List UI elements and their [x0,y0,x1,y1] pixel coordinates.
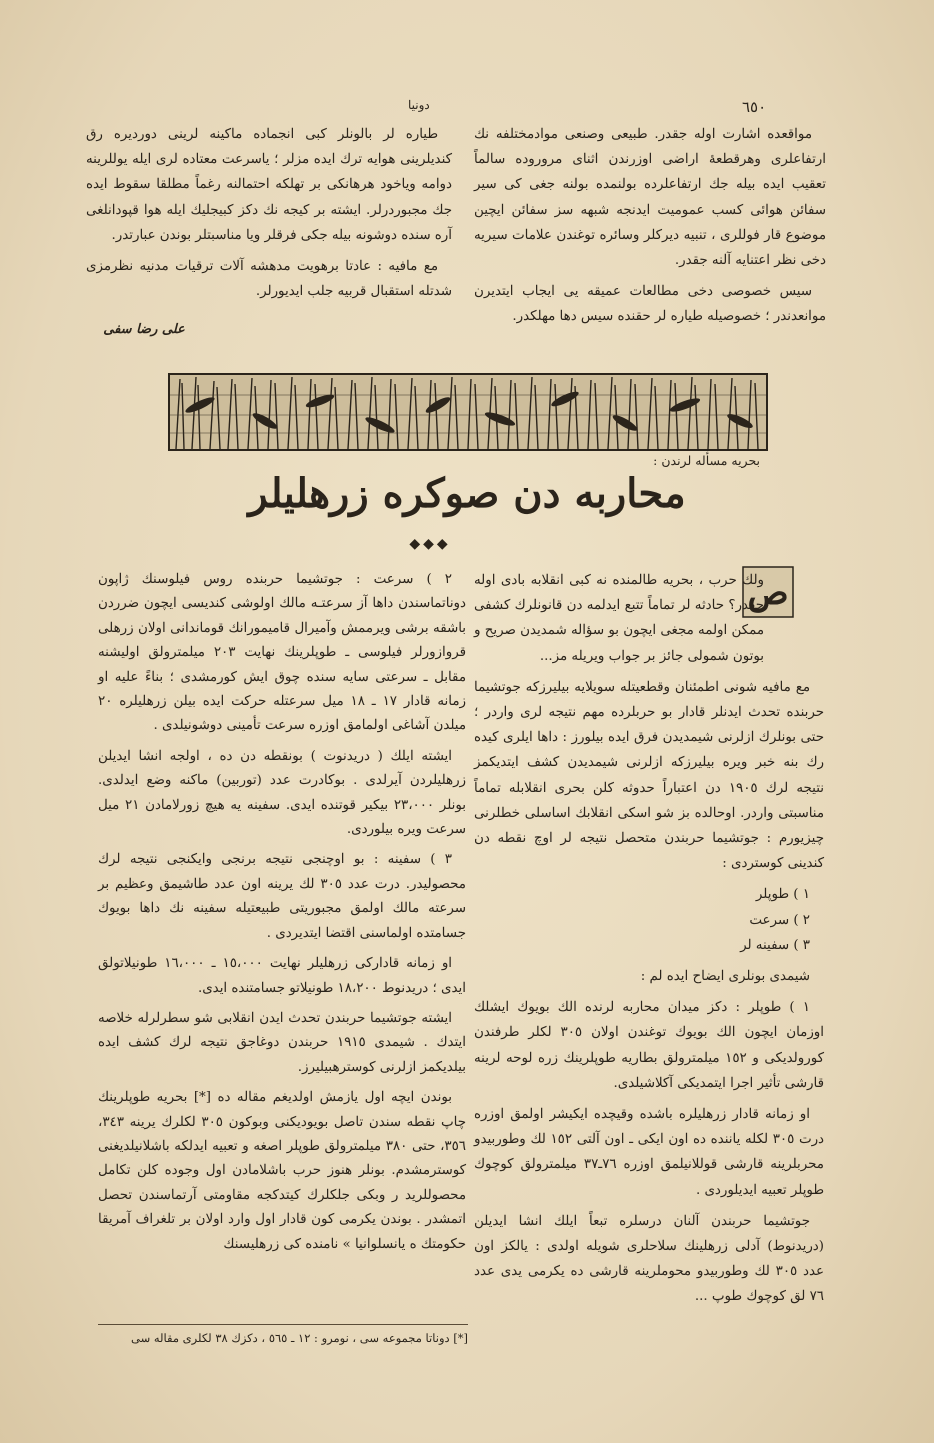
paragraph: جوتشیما حربندن آلنان درسلره تبعاً ایلك انشا ایدیلن (دریدنوط) آدلی زرهلینك سلاحلری شویله اولدی : یالکز اون عدد ٣٠٥ لك وطوربیدو محوملرینه قارشی ده یکرمی یدی عدد ٧٦ لق کوچوك طوپ ... [474,1213,824,1305]
paragraph: مع مافیه : عادتا برهویت مدهشه آلات ترقیات مدنیه نظرمزی شدتله استقبال قربیه جلب ایدیورلر. [86,259,452,300]
paragraph: بوندن ایچه اول یازمش اولدیغم مقاله ده [*] بحریه طوپلرینك چاپ نقطه سندن تاصل بویودیکنی وبوکون ٣٠٥ لکلرك یرینه ٣٤٣، ٣٥٦، حتی ٣٨٠ میلمترولق طوپلر اصغه و تعبیه ایدلکه باشلانیلدیغنی کوسترمشدم. بونلر هنوز حرب باشلامادن اول وجوده کلن تکامل محصوللرید ر وبکی جلکلرك کیتدکجه مقاومتی آرتماسندن تحصل اتمشدر . بوندن یکرمی کون قادار اول وارد اولان بر تلغراف آمریقا حکومتك ه یانسلوانیا » نامنده کی زرهلیسنك [98,1090,467,1252]
top-right-column [474,122,826,336]
paragraph: ٣ ) سفینه : بو اوچنجی نتیجه برنجی وایکنجی نتیجه لرك محصولیدر. درت عدد ٣٠٥ لك یرینه اون عدد طاشیمق وعظیم بر سرعته مالك اولمق مجبوریتی طبیعتیله سفینه نك داها بویوك جسامتده اولماسنی اقتضا ایتدیردی . [98,852,466,941]
paragraph: طیاره لر بالونلر کبی انجماده ماکینه لرینی دوردیره رق کندیلرینی هوایه ترك ایده مزلر ؛ یاسرعت معتاده لری ایله یوللرینه دوامه ویاخود هرهانکی بر تهلکه احتمالنه رغماً مطلقا سقوط ایده جك مجبوردرلر. ایشته بر کیجه نك دکز کبیجلیك ایله هوا قپودانلغی آره سنده دوشونه بیله جکی فرقلر ویا مناسبتلر بوندن عبارتدر. [86,127,452,243]
article-right-column [474,568,824,1316]
paragraph: ١ ) طوپلر : دکز میدان محاربه لرنده الك بویوك ایشلك اوزمان ایچون الك بویوك توغندن اولان ٣٠٥ لکلر طرفندن کورولدیکی و ١٥٢ میلمترولق بطاریه طوپلرینك زره لوحه لرینه قارشی تأثیر اجرا ایتمدیکی آکلاشیلدی. [474,1000,824,1091]
author-signature: علی رضا سفی [103,322,185,337]
dropcap-letter: ص [747,573,789,613]
paragraph: مواقعده اشارت اوله جقدر. طبیعی وصنعی موادمختلفه نك ارتفاعلری وهرقطعهٔ اراضی اوزرندن اثنای مروروده سالماً تعقیب ایده بیله جك ارتفاعلرده بولنمده بولنه جغی کی سیر سفائن هوائی کسب عمومیت ایدنجه شبهه سز سفائن ایچین موضوع قار فوللری ، تنبیه دیرکلر وسائره توغندن علامات سیریه دخی نظر اعتنایه آلنه جقدر. [474,127,826,269]
paragraph: او زمانه قادار زرهلیلره باشده وقیچده ایکیشر اولمق اوزره درت ٣٠٥ لکله یاننده ده اون ایکی ـ اون آلتی ١٥٢ لك وطوربیدو محربلرینه قارشی قوللانیلمق اوزره ٧٦ـ٣٧ میلمترولق کوچوك طوپلر تعبیه ایدیلوردی . [474,1107,824,1198]
paragraph: او زمانه قادارکی زرهلیلر نهایت ١٥،٠٠٠ ـ ١٦،٠٠٠ طونیلاتولق ایدی ؛ دریدنوط ١٨،٢٠٠ طونیلاتو جسامتنده ایدی. [98,956,466,996]
article-left-column [98,568,466,1263]
running-title: دونیا [408,98,430,112]
fish-banner-illustration [168,373,768,451]
title-ornament: ◆◆◆ [409,536,451,552]
seaweed-fish-engraving [170,375,766,449]
page-number: ٦٥٠ [742,98,767,116]
section-caption: بحریه مسأله لرندن : [653,453,760,468]
list-item: ١ ) طوپلر [755,887,810,903]
paragraph: مع مافیه شونی اطمئنان وقطعیتله سویلایه بیلیرزکه جوتشیما حربنده تحدث ایدنلر قادار بو حربلرده مهم نتیجه لری واردر ؛ حتی بونلرك ازلرنی شیمدیدن فرق ایده بیلورز : داها ایلری کیده رك بنه خبر ویره بیلیرزکه ازلرنی شیمدیدن کشف ایتدیکمز نتیجه لرك ١٩٠٥ دن اعتباراً حدوثه کلن بحری انقلابله تماماً مناسبتی واردر. اوحالده بز شو اسکی انقلابك اساسلی خطلرنی چیزیورم : جوتشیما حربندن متحصل نتیجه لر اوچ نقطه دن کندینی کوستردی : [474,679,824,872]
paragraph: ایشته جوتشیما حربندن تحدث ایدن انقلابی شو سطرلرله خلاصه ایتدك . شیمدی ١٩١٥ حربندن دوغاجق نتیجه لرك کشف ایده بیلدیکمز ازلرنی کوسترهبیلیرز. [98,1010,466,1075]
footnote: [*] دوناتا مجموعه سی ، نومرو : ١٢ ـ ٥٦٥ ، دکزك ٣٨ لکلری مقاله سی [98,1324,468,1347]
paragraph: سیس خصوصی دخی مطالعات عمیقه یی ایجاب ایتدیرن موانعدندر ؛ خصوصیله طیاره لر حقنده سیس دها مهلکدر. [474,284,826,325]
article-title: محاربه دن صوکره زرهلیلر [248,470,686,517]
paragraph: ٢ ) سرعت : جوتشیما حربنده روس فیلوسنك ژاپون دوناتماسندن داها آز سرعتـه مالك اولوشی کندیسی ایچون ضرردن باشقه برشی ویرممش وآمیرال قامیمورانك قوماندانی اولان زرهلی قروازورلر فیلوسی ـ طوپلرینك نهایت ٢٠٣ میلمترولق اولیشنه مقابل ـ سرعتی سایه سنده چوق ایش کورمشدی ؛ بناءً علیه او زمانه قادار ١٧ ـ ١٨ میل سرعتله حرکت ایده بیلن زرهلیلره ٢٠ میلدن آشاغی اولمامق اوزره سرعت تأمینی دوشونیلدی . [98,572,466,734]
list-item: ٢ ) سرعت [749,912,810,928]
paragraph: شیمدی بونلری ایضاح ایده لم : [640,969,810,985]
paragraph: ایشته ایلك ( دریدنوت ) بونقطه دن ده ، اولجه انشا ایدیلن زرهلیلردن آیرلدی . بوکادرت عدد (توربین) ماکنه وضع ایدلدی. بونلر ٢٣،٠٠٠ بیکیر قوتنده ایدی. سفینه یه هیچ زورلامادن ٢١ میل سرعت ویره بیلوردی. [98,748,466,838]
list-item: ٣ ) سفینه لر [740,937,810,953]
paragraph: ولك حرب ، بحریه طالمنده نه کبی انقلابه بادی اوله جقدر؟ حادثه لر تماماً تتبع ایدلمه دن قانونلرك کشفی ممکن اولمه مجغی ایچون بو سؤاله شمدیدن صریح و بوتون شمولی جائز بر جواب ویریله مز... [474,573,764,664]
top-left-column [86,122,452,310]
